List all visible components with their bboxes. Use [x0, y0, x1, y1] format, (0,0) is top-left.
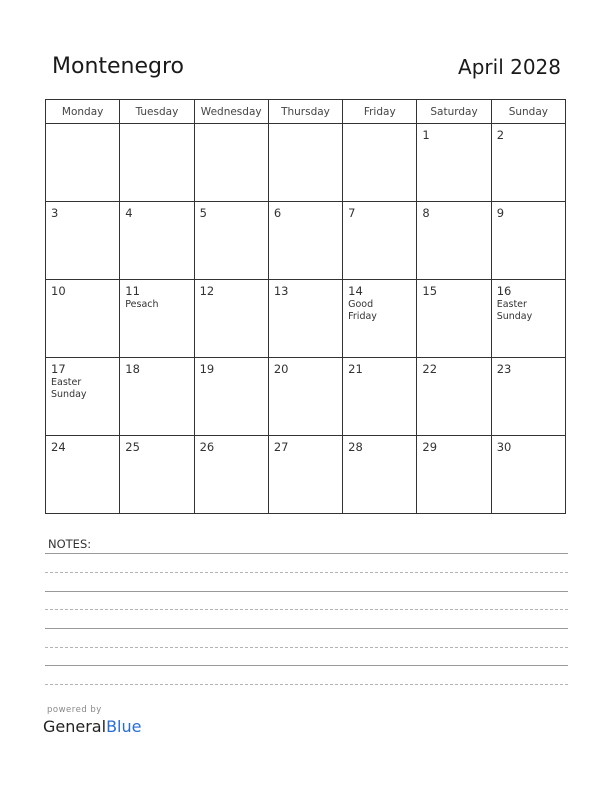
- calendar-day-cell: [343, 202, 417, 280]
- calendar-day-cell: [417, 358, 491, 436]
- day-number: 14: [348, 284, 363, 298]
- day-number: 4: [125, 206, 133, 220]
- calendar-day-cell: [194, 436, 268, 514]
- calendar-day-cell: [268, 436, 342, 514]
- notes-line: [45, 572, 568, 573]
- powered-by-text: powered by: [47, 705, 102, 715]
- day-number: 20: [273, 362, 289, 376]
- calendar-day-cell: [46, 124, 120, 202]
- calendar-week-row: [46, 280, 566, 358]
- calendar-day-cell: [194, 124, 268, 202]
- day-number: 10: [51, 284, 66, 298]
- day-number: 22: [422, 362, 438, 376]
- calendar-day-cell: [46, 358, 120, 436]
- calendar-day-cell: [120, 358, 194, 436]
- day-number: 6: [273, 206, 282, 220]
- calendar-day-cell: [120, 202, 194, 280]
- weekday-saturday: Saturday: [417, 100, 491, 124]
- day-number: 15: [422, 284, 438, 298]
- calendar-day-cell: [46, 280, 120, 358]
- calendar-day-cell: [343, 436, 417, 514]
- calendar-day-cell: [120, 280, 194, 358]
- calendar-day-cell: [491, 124, 565, 202]
- day-number: 28: [348, 440, 363, 454]
- notes-line: [45, 684, 568, 685]
- notes-line: [45, 591, 568, 592]
- calendar-day-cell: [417, 436, 491, 514]
- notes-line: [45, 553, 568, 554]
- calendar-day-cell: [194, 202, 268, 280]
- calendar-grid: [45, 99, 566, 514]
- day-number: 25: [125, 440, 140, 454]
- notes-line: [45, 665, 568, 666]
- holiday-label: Easter Sunday: [496, 299, 533, 322]
- calendar-week-row: [46, 124, 566, 202]
- calendar-day-cell: [417, 202, 491, 280]
- calendar-day-cell: [417, 280, 491, 358]
- day-number: 8: [422, 206, 430, 220]
- day-number: 13: [273, 284, 289, 298]
- calendar-day-cell: [268, 280, 342, 358]
- calendar-week-row: [46, 202, 566, 280]
- day-number: 12: [199, 284, 215, 298]
- day-number: 17: [51, 362, 66, 376]
- notes-line: [45, 628, 568, 629]
- weekday-tuesday: Tuesday: [120, 100, 194, 124]
- day-number: 2: [496, 128, 505, 142]
- calendar-day-cell: [343, 358, 417, 436]
- calendar-day-cell: [120, 436, 194, 514]
- day-number: 3: [51, 206, 59, 220]
- calendar-day-cell: [491, 280, 565, 358]
- brand-general: General: [43, 717, 107, 736]
- day-number: 21: [348, 362, 363, 376]
- holiday-label: Good Friday: [348, 299, 377, 322]
- calendar-day-cell: [120, 124, 194, 202]
- day-number: 7: [348, 206, 356, 220]
- calendar-day-cell: [491, 436, 565, 514]
- day-number: 23: [496, 362, 512, 376]
- brand-blue: Blue: [106, 717, 142, 736]
- calendar-day-cell: [491, 358, 565, 436]
- calendar-week-row: [46, 358, 566, 436]
- calendar-day-cell: [268, 202, 342, 280]
- day-number: 9: [496, 206, 505, 220]
- holiday-label: Easter Sunday: [51, 377, 87, 400]
- weekday-friday: Friday: [343, 100, 417, 124]
- calendar-day-cell: [46, 436, 120, 514]
- calendar-day-cell: [194, 280, 268, 358]
- calendar-day-cell: [46, 202, 120, 280]
- day-number: 1: [422, 128, 430, 142]
- day-number: 27: [273, 440, 289, 454]
- day-number: 18: [125, 362, 140, 376]
- notes-line: [45, 647, 568, 648]
- calendar-month-title: April 2028: [458, 55, 561, 79]
- weekday-thursday: Thursday: [268, 100, 342, 124]
- weekday-wednesday: Wednesday: [194, 100, 268, 124]
- day-number: 30: [496, 440, 512, 454]
- day-number: 16: [496, 284, 512, 298]
- day-number: 24: [51, 440, 66, 454]
- weekday-monday: Monday: [46, 100, 120, 124]
- day-number: 29: [422, 440, 438, 454]
- day-number: 11: [125, 284, 140, 298]
- notes-label: NOTES:: [48, 537, 92, 551]
- notes-line: [45, 609, 568, 610]
- calendar-day-cell: [491, 202, 565, 280]
- calendar-day-cell: [268, 124, 342, 202]
- holiday-label: Pesach: [125, 299, 159, 310]
- generalblue-logo: [43, 717, 141, 736]
- weekday-sunday: Sunday: [491, 100, 565, 124]
- day-number: 26: [199, 440, 215, 454]
- day-number: 5: [199, 206, 207, 220]
- day-number: 19: [199, 362, 215, 376]
- calendar-day-cell: [417, 124, 491, 202]
- calendar-day-cell: [343, 280, 417, 358]
- weekday-header-row: [46, 100, 566, 124]
- calendar-day-cell: [343, 124, 417, 202]
- calendar-week-row: [46, 436, 566, 514]
- calendar-day-cell: [268, 358, 342, 436]
- calendar-day-cell: [194, 358, 268, 436]
- calendar-country-title: Montenegro: [52, 54, 185, 79]
